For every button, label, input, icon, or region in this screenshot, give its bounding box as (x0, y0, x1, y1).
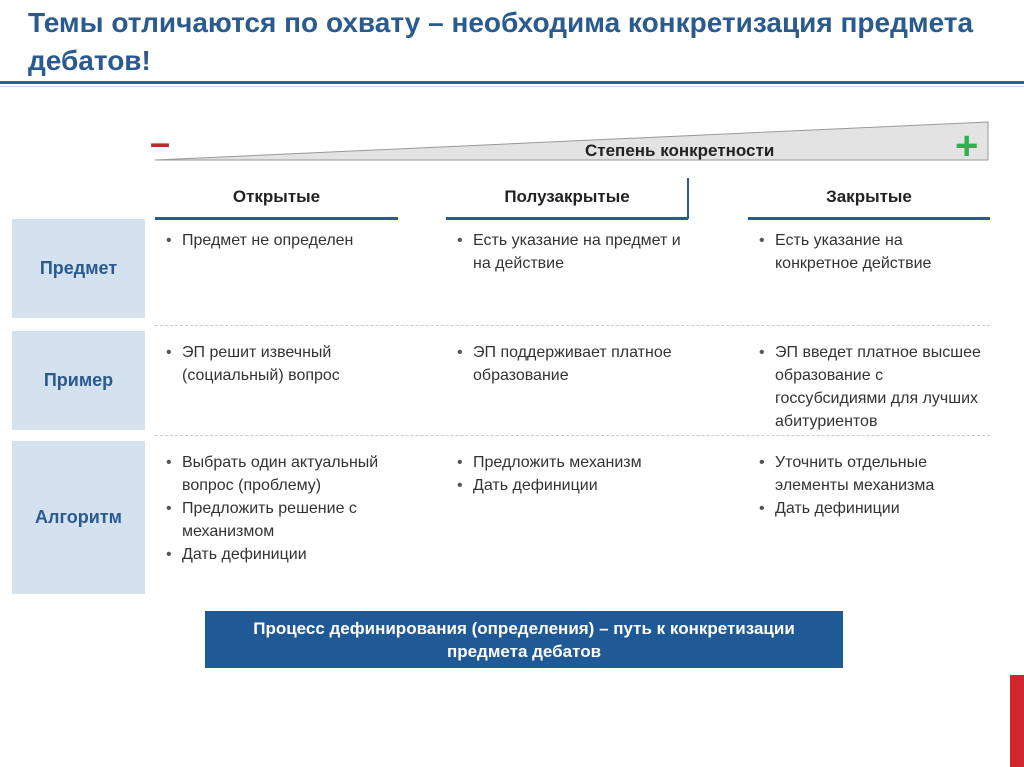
bullet-item: • Есть указание на предмет и на действие (455, 229, 685, 275)
bullet-item: • ЭП поддерживает платное образование (455, 341, 685, 387)
conclusion-text: Процесс дефинирования (определения) – путь к конкретизации предмета дебатов (253, 618, 795, 661)
bullet-item: • ЭП введет платное высшее образование с госсубсидиями для лучших абитуриентов (757, 341, 987, 433)
cell-bullet-list (757, 451, 987, 520)
bullet-item: • ЭП решит извечный (социальный) вопрос (164, 341, 394, 387)
row-label-example: Пример (12, 331, 145, 430)
title-divider (0, 81, 1024, 84)
column-underline (155, 217, 398, 220)
cell-bullet-list (164, 229, 394, 252)
accent-bar (1010, 675, 1024, 767)
row-divider (155, 325, 990, 326)
column-separator (687, 178, 689, 219)
bullet-item: • Есть указание на конкретное действие (757, 229, 987, 275)
cell-bullet-list (164, 451, 394, 566)
cell-bullet-list (455, 229, 685, 275)
cell-bullet-list (164, 341, 394, 387)
scale-label: Степень конкретности (585, 141, 775, 160)
bullet-item: • Дать дефиниции (757, 497, 987, 520)
bullet-item: • Предложить решение с механизмом (164, 497, 394, 543)
cell-bullet-list (757, 341, 987, 433)
plus-icon: + (955, 124, 979, 168)
bullet-item: • Дать дефиниции (455, 474, 685, 497)
slide-title: Темы отличаются по охвату – необходима конкретизация предмета дебатов! (28, 7, 974, 76)
specificity-wedge (150, 118, 995, 166)
bullet-item: • Предмет не определен (164, 229, 394, 252)
row-divider (155, 435, 990, 436)
minus-icon: – (150, 122, 171, 163)
bullet-item: • Выбрать один актуальный вопрос (проблему) (164, 451, 394, 497)
cell-bullet-list (757, 229, 987, 275)
bullet-item: • Предложить механизм (455, 451, 685, 474)
bullet-item: • Дать дефиниции (164, 543, 394, 566)
row-label-algorithm: Алгоритм (12, 441, 145, 594)
bullet-item: • Уточнить отдельные элементы механизма (757, 451, 987, 497)
column-underline (446, 217, 688, 220)
conclusion-banner (205, 611, 843, 668)
column-header-semi-closed: Полузакрытые (504, 187, 630, 206)
row-label-subject: Предмет (12, 219, 145, 318)
title-divider-thin (0, 86, 1024, 87)
cell-bullet-list (455, 341, 685, 387)
column-header-closed: Закрытые (826, 187, 912, 206)
cell-bullet-list (455, 451, 685, 497)
column-underline (748, 217, 990, 220)
column-header-open: Открытые (232, 187, 321, 206)
